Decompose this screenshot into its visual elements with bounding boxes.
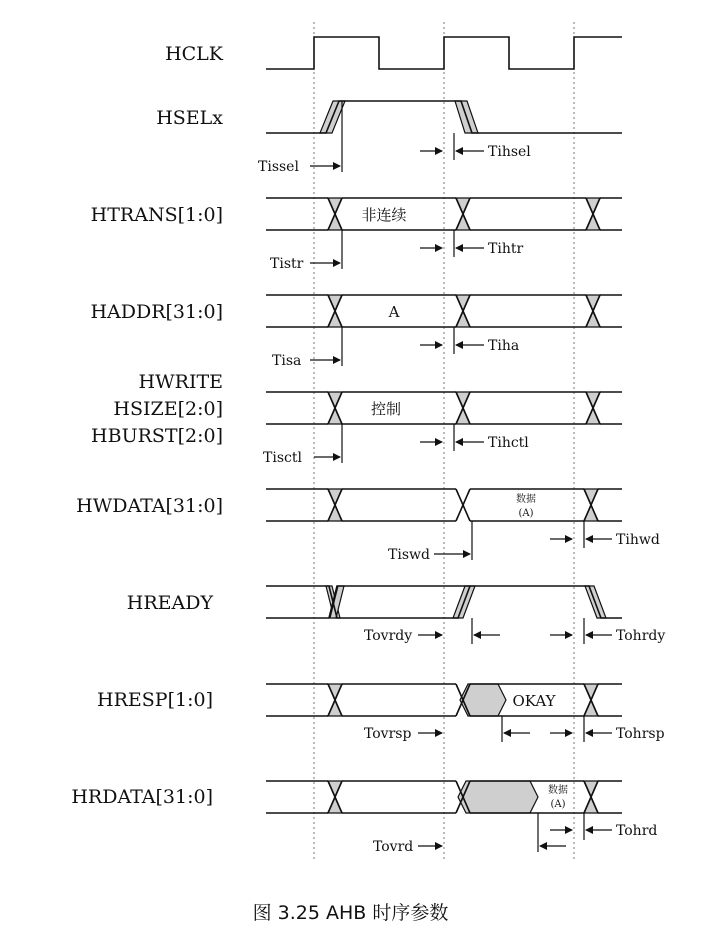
- signal-hresp: HRESP[1:0]: [97, 689, 213, 711]
- signal-hselx: HSELx: [156, 107, 223, 129]
- control-timing: [263, 424, 529, 466]
- haddr-value: A: [388, 303, 400, 321]
- signal-hwrite: HWRITE: [138, 371, 223, 393]
- hwdata-value-line1: 数据: [516, 494, 536, 505]
- label-tohrsp: Tohrsp: [616, 726, 665, 742]
- figure-caption: 图 3.25 AHB 时序参数: [252, 902, 449, 924]
- label-tisa: Tisa: [272, 353, 302, 369]
- hclk-waveform: [266, 37, 622, 69]
- haddr-timing: [272, 327, 519, 369]
- label-tihsel: Tihsel: [488, 144, 531, 160]
- signal-hrdata: HRDATA[31:0]: [71, 786, 213, 808]
- signal-hsize: HSIZE[2:0]: [113, 398, 223, 420]
- signal-hwdata: HWDATA[31:0]: [76, 495, 223, 517]
- control-value: 控制: [370, 400, 402, 418]
- label-tiha: Tiha: [488, 338, 520, 354]
- label-tohrd: Tohrd: [616, 823, 658, 839]
- htrans-timing: [270, 230, 523, 272]
- hresp-value: OKAY: [512, 692, 556, 710]
- hwdata-timing: [388, 521, 660, 563]
- hresp-waveform: [460, 684, 506, 716]
- hrdata-shade: [458, 781, 538, 813]
- signal-hclk: HCLK: [165, 43, 223, 65]
- signal-hburst: HBURST[2:0]: [91, 425, 223, 447]
- htrans-value: 非连续: [361, 206, 407, 224]
- signal-hready: HREADY: [126, 592, 213, 614]
- hready-timing: [364, 618, 665, 644]
- label-tovrsp: Tovrsp: [364, 726, 412, 742]
- hrdata-value-line2: (A): [550, 799, 566, 810]
- label-tihtr: Tihtr: [488, 241, 524, 257]
- hresp-timing: [364, 716, 665, 742]
- label-tovrdy: Tovrdy: [364, 628, 413, 644]
- signal-htrans: HTRANS[1:0]: [90, 204, 223, 226]
- hrdata-value-line1: 数据: [548, 785, 568, 796]
- label-tovrd: Tovrd: [373, 839, 414, 855]
- label-tisctl: Tisctl: [263, 450, 302, 466]
- hselx-timing: [258, 101, 531, 175]
- signal-haddr: HADDR[31:0]: [90, 301, 223, 323]
- label-tiswd: Tiswd: [388, 547, 430, 563]
- hrdata-timing: [373, 813, 657, 855]
- label-tissel: Tissel: [258, 159, 299, 175]
- signal-names: [71, 43, 223, 808]
- label-tihctl: Tihctl: [488, 435, 529, 451]
- label-tihwd: Tihwd: [616, 532, 660, 548]
- label-tistr: Tistr: [270, 256, 304, 272]
- hwdata-value-line2: (A): [518, 508, 534, 519]
- clock-edge-gridlines: [314, 22, 574, 862]
- label-tohrdy: Tohrdy: [616, 628, 666, 644]
